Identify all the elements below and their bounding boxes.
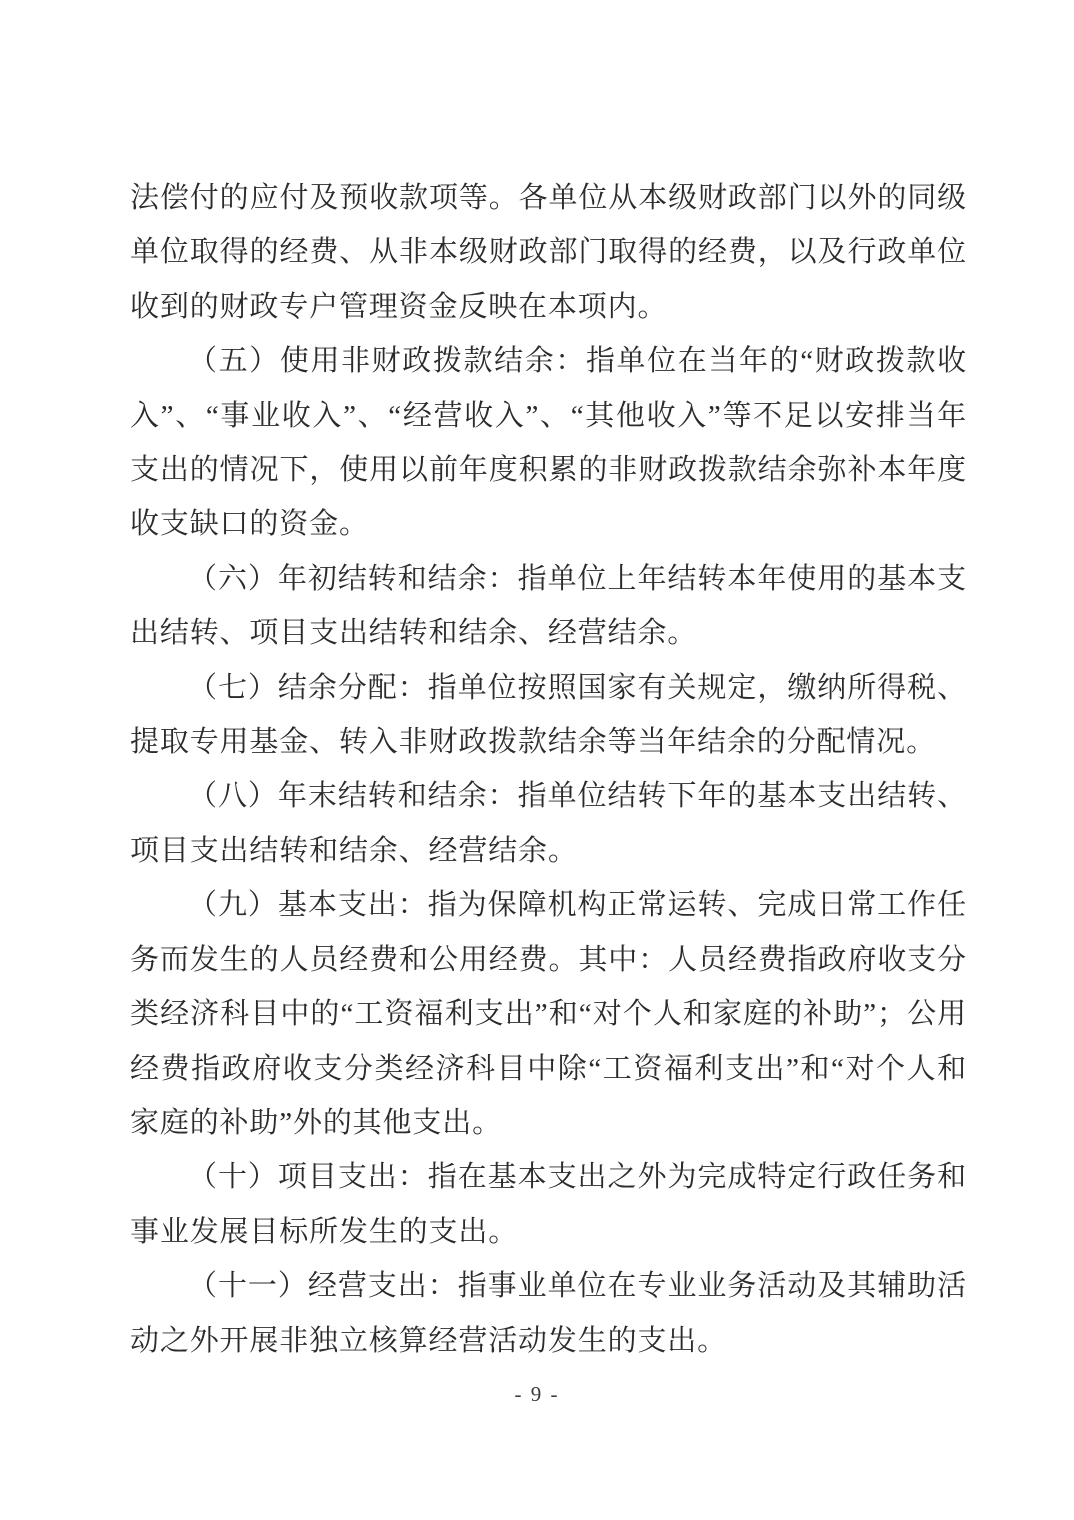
paragraph-item-11: （十一）经营支出：指事业单位在专业业务活动及其辅助活动之外开展非独立核算经营活动发生的支出。 — [130, 1270, 967, 1357]
paragraph-item-10: （十）项目支出：指在基本支出之外为完成特定行政任务和事业发展目标所发生的支出。 — [130, 1161, 967, 1248]
paragraph-item-8: （八）年末结转和结余：指单位结转下年的基本支出结转、项目支出结转和结余、经营结余。 — [130, 780, 967, 867]
paragraph-item-7: （七）结余分配：指单位按照国家有关规定，缴纳所得税、提取专用基金、转入非财政拨款结余等当年结余的分配情况。 — [130, 671, 967, 759]
paragraph-item-9: （九）基本支出：指为保障机构正常运转、完成日常工作任务而发生的人员经费和公用经费。其中：人员经费指政府收支分类经济科目中的“工资福利支出”和“对个人和家庭的补助”；公用经费指政府收支分类经济科目中除“工资福利支出”和“对个人和家庭的补助”外的其他支出。 — [130, 889, 967, 1139]
paragraph-item-6: （六）年初结转和结余：指单位上年结转本年使用的基本支出结转、项目支出结转和结余、经营结余。 — [130, 562, 967, 650]
document-body — [130, 171, 967, 1368]
paragraph-continuation: 法偿付的应付及预收款项等。各单位从本级财政部门以外的同级单位取得的经费、从非本级财政部门取得的经费，以及行政单位收到的财政专户管理资金反映在本项内。 — [130, 182, 967, 323]
page-number: - 9 - — [514, 1382, 560, 1406]
paragraph-item-5: （五）使用非财政拨款结余：指单位在当年的“财政拨款收入”、“事业收入”、“经营收入”、“其他收入”等不足以安排当年支出的情况下，使用以前年度积累的非财政拨款结余弥补本年度收支缺口的资金。 — [130, 345, 967, 541]
